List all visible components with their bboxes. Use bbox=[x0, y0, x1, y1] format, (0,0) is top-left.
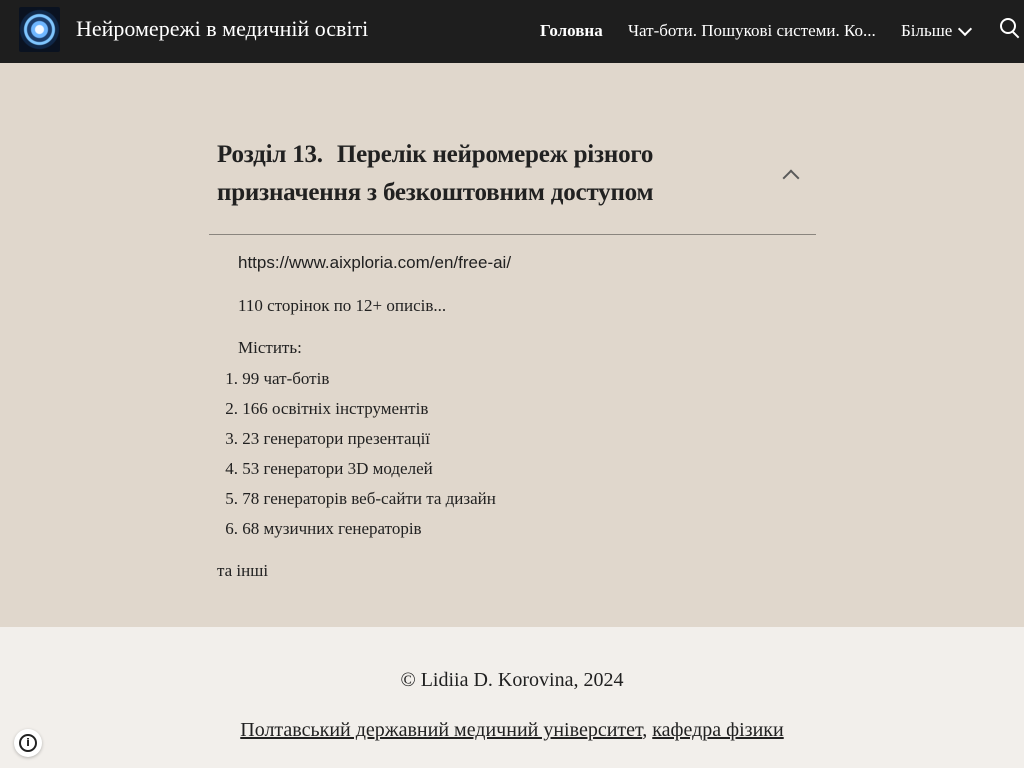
footer-separator: , bbox=[642, 719, 653, 741]
list-item bbox=[200, 368, 496, 398]
university-link[interactable]: Полтавський державний медичний університет bbox=[240, 719, 643, 741]
search-icon[interactable] bbox=[1000, 18, 1022, 40]
section-heading[interactable] bbox=[217, 136, 757, 212]
info-button[interactable] bbox=[14, 729, 42, 757]
site-logo[interactable] bbox=[19, 7, 60, 52]
info-icon: i bbox=[19, 734, 37, 752]
section-number: Розділ 13. bbox=[217, 141, 323, 168]
section-divider bbox=[209, 234, 816, 235]
list-item-number: 1. bbox=[225, 369, 238, 388]
list-item-number: 2. bbox=[225, 399, 238, 418]
list-item-text: 68 музичних генераторів bbox=[242, 519, 422, 538]
list-item-number: 4. bbox=[225, 459, 238, 478]
list-item-number: 6. bbox=[225, 519, 238, 538]
copyright-text: © Lidiia D. Korovina, 2024 bbox=[400, 669, 624, 691]
list-item bbox=[200, 398, 496, 428]
nav-item-home[interactable]: Головна bbox=[540, 21, 603, 40]
list-item-text: 166 освітніх інструментів bbox=[242, 399, 429, 418]
site-title[interactable]: Нейромережі в медичній освіті bbox=[76, 16, 369, 41]
contains-label: Містить: bbox=[238, 338, 302, 357]
list-item-text: 99 чат-ботів bbox=[242, 369, 330, 388]
list-item bbox=[200, 458, 496, 488]
others-note: та інші bbox=[217, 561, 269, 580]
nav-item-chatbots[interactable]: Чат-боти. Пошукові системи. Ко... bbox=[628, 21, 876, 40]
chevron-down-icon[interactable] bbox=[958, 22, 972, 36]
department-link[interactable]: кафедра фізики bbox=[652, 719, 784, 741]
site-header bbox=[0, 0, 1024, 63]
pages-note: 110 сторінок по 12+ описів... bbox=[238, 296, 447, 315]
list-item-number: 5. bbox=[225, 489, 238, 508]
footer-links bbox=[0, 719, 1024, 742]
content-list bbox=[200, 368, 496, 548]
list-item-text: 23 генератори презентації bbox=[242, 429, 431, 448]
section-title: Перелік нейромереж різного призначення з безкоштовним доступом bbox=[217, 141, 654, 206]
list-item-text: 53 генератори 3D моделей bbox=[242, 459, 433, 478]
site-footer bbox=[0, 627, 1024, 768]
list-item-number: 3. bbox=[225, 429, 238, 448]
list-item-text: 78 генераторів веб-сайти та дизайн bbox=[242, 489, 496, 508]
list-item bbox=[200, 428, 496, 458]
list-item bbox=[200, 518, 496, 548]
chevron-up-icon[interactable] bbox=[783, 170, 800, 187]
source-url: https://www.aixploria.com/en/free-ai/ bbox=[238, 253, 512, 272]
nav-item-more[interactable]: Більше bbox=[901, 21, 953, 40]
list-item bbox=[200, 488, 496, 518]
search-icon-handle bbox=[1012, 31, 1019, 38]
